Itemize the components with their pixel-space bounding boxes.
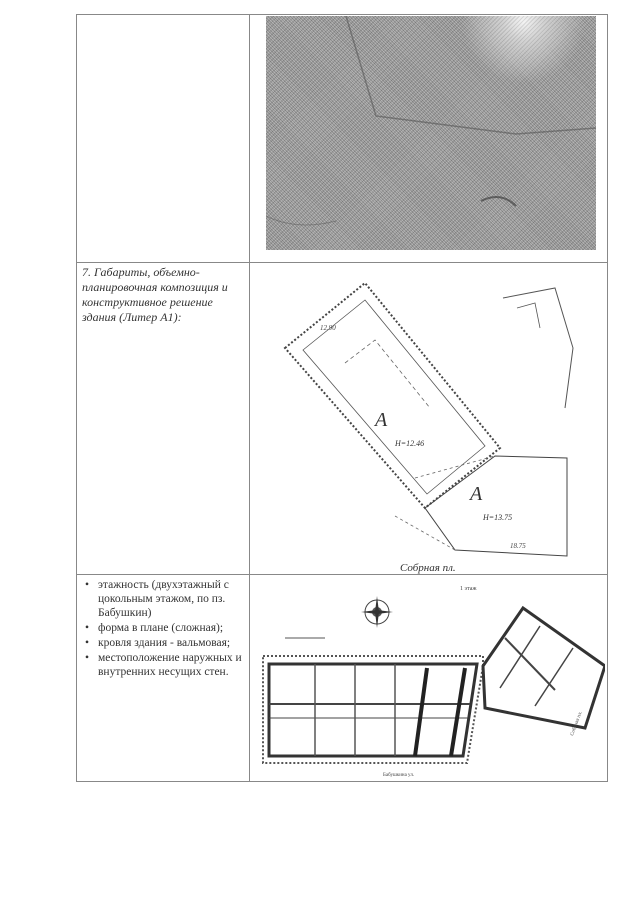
row-divider-1	[76, 262, 608, 263]
square-label: Собрная пл.	[400, 562, 456, 574]
dim-top: 12.90	[320, 324, 336, 332]
list-item: • форма в плане (сложная);	[85, 622, 224, 634]
site-plan	[255, 268, 605, 576]
letter-a1: А	[375, 409, 388, 431]
list-item: • этажность (двухэтажный с цокольным этажом, по пз. Бабушкин)	[85, 579, 229, 619]
floor-label: 1 этаж	[460, 586, 477, 592]
column-divider	[249, 14, 250, 782]
letter-a: А	[470, 483, 483, 505]
street-right-label: Собрная пл.	[570, 710, 584, 737]
list-item: • местоположение наружных и внутренних несущих стен.	[85, 652, 242, 678]
row-7-label: 7. Габариты, объемно-планировочная композиция и конструктивное решение здания (Литер А1):	[82, 265, 228, 324]
street-bottom-label: Бабушкина ул.	[383, 773, 415, 778]
floor-plan	[255, 578, 605, 778]
list-item: • кровля здания - вальмовая;	[85, 637, 231, 649]
dim-bottom: 18.75	[510, 542, 526, 550]
features-list	[82, 578, 247, 680]
height-a: Н=13.75	[483, 513, 513, 522]
building-photo	[266, 16, 596, 250]
compass-icon	[361, 596, 393, 628]
height-a1: Н=12.46	[395, 439, 425, 448]
